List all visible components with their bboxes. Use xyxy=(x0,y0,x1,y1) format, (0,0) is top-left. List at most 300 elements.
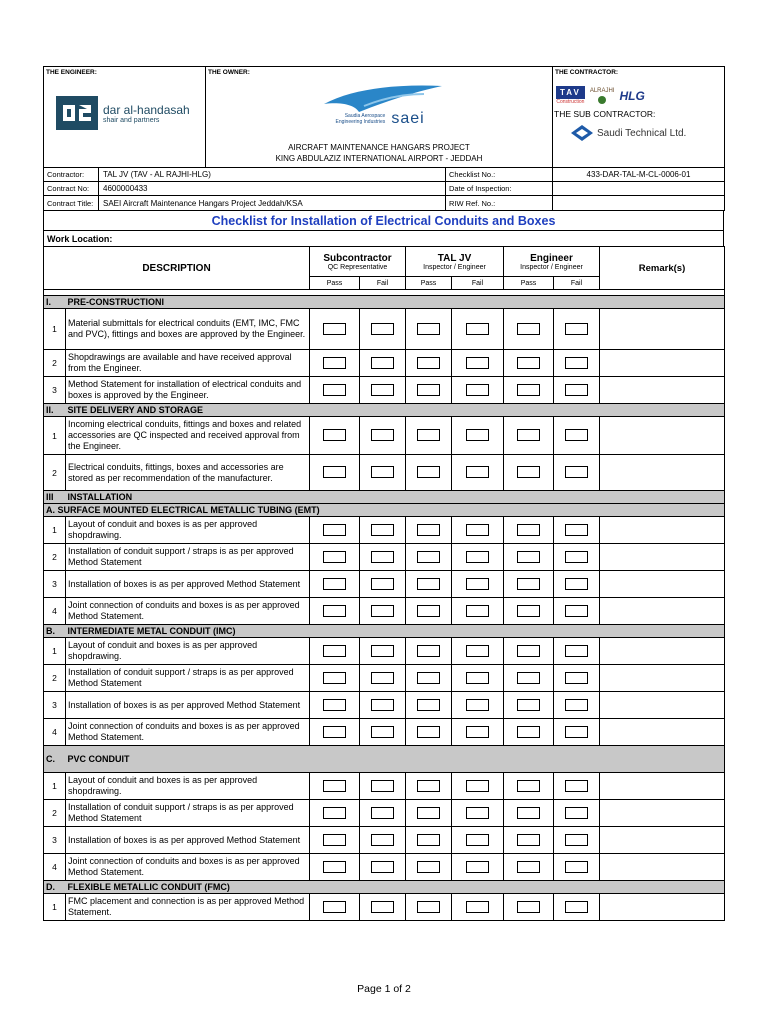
item-description-cell xyxy=(66,692,310,719)
taljv-pass-checkbox[interactable] xyxy=(417,466,440,478)
table-row xyxy=(44,773,725,800)
taljv-fail-cell xyxy=(452,571,504,598)
sub-fail-cell xyxy=(360,517,406,544)
sub-pass-cell xyxy=(310,377,360,404)
taljv-fail-cell xyxy=(452,665,504,692)
eng-pass-cell xyxy=(504,417,554,455)
sub-pass-checkbox[interactable] xyxy=(323,357,346,369)
sub-pass-cell xyxy=(310,350,360,377)
eng-fail-cell xyxy=(554,773,600,800)
section-site-delivery xyxy=(44,404,725,417)
taljv-fail-cell xyxy=(452,544,504,571)
eng-fail-cell xyxy=(554,309,600,350)
sub-fail-checkbox[interactable] xyxy=(371,726,394,738)
remarks-cell[interactable] xyxy=(600,598,725,625)
work-location-field[interactable]: Work Location: xyxy=(44,231,724,247)
sub-pass-checkbox[interactable] xyxy=(323,384,346,396)
eng-fail-checkbox[interactable] xyxy=(565,726,588,738)
sub-pass-checkbox[interactable] xyxy=(323,466,346,478)
dar-logo-name: dar al-handasah xyxy=(103,102,190,117)
sub-fail-checkbox[interactable] xyxy=(371,384,394,396)
taljv-fail-checkbox[interactable] xyxy=(466,605,489,617)
riw-ref-field[interactable] xyxy=(553,196,725,211)
sub-fail-checkbox[interactable] xyxy=(371,780,394,792)
item-description: Installation of boxes is as per approved Method Statement xyxy=(68,578,301,589)
riw-ref-label: RIW Ref. No.: xyxy=(446,196,553,211)
sub-pass-checkbox[interactable] xyxy=(323,645,346,657)
sub-fail-cell xyxy=(360,827,406,854)
remarks-cell[interactable] xyxy=(600,719,725,746)
sub-fail-cell xyxy=(360,377,406,404)
date-of-inspection-label: Date of Inspection: xyxy=(446,182,553,196)
engineer-title: Engineer xyxy=(530,252,573,264)
contract-title-value: SAEI Aircraft Maintenance Hangars Project Jeddah/KSA xyxy=(99,196,446,211)
checklist-title: Checklist for Installation of Electrical Conduits and Boxes xyxy=(44,211,724,231)
eng-fail-cell xyxy=(554,638,600,665)
checklist-no-label: Checklist No.: xyxy=(446,168,553,182)
item-number: 4 xyxy=(44,854,66,881)
item-description-cell xyxy=(66,417,310,455)
section-title: PVC CONDUIT xyxy=(66,746,725,773)
item-number: 4 xyxy=(44,598,66,625)
taljv-pass-checkbox[interactable] xyxy=(417,726,440,738)
taljv-pass-checkbox[interactable] xyxy=(417,605,440,617)
taljv-pass-checkbox[interactable] xyxy=(417,861,440,873)
taljv-pass-checkbox[interactable] xyxy=(417,578,440,590)
eng-fail-checkbox[interactable] xyxy=(565,699,588,711)
eng-pass-checkbox[interactable] xyxy=(517,780,540,792)
taljv-pass-cell xyxy=(406,827,452,854)
sub-pass-checkbox[interactable] xyxy=(323,807,346,819)
eng-fail-checkbox[interactable] xyxy=(565,605,588,617)
item-description-cell xyxy=(66,894,310,921)
remarks-cell[interactable] xyxy=(600,517,725,544)
eng-fail-checkbox[interactable] xyxy=(565,524,588,536)
dar-logo-sub: shair and partners xyxy=(103,116,160,124)
remarks-cell[interactable] xyxy=(600,800,725,827)
sub-fail-checkbox[interactable] xyxy=(371,645,394,657)
eng-fail-checkbox[interactable] xyxy=(565,578,588,590)
taljv-fail-checkbox[interactable] xyxy=(466,524,489,536)
taljv-fail-cell xyxy=(452,350,504,377)
taljv-pass-cell xyxy=(406,638,452,665)
eng-fail-header: Fail xyxy=(554,277,600,290)
eng-fail-cell xyxy=(554,692,600,719)
remarks-cell[interactable] xyxy=(600,544,725,571)
section-number: B. xyxy=(44,625,66,638)
taljv-pass-cell xyxy=(406,800,452,827)
item-description: Joint connection of conduits and boxes is as per approved Method Statement. xyxy=(68,721,300,742)
table-row xyxy=(44,598,725,625)
eng-fail-checkbox[interactable] xyxy=(565,861,588,873)
eng-fail-cell xyxy=(554,417,600,455)
contractor-logos xyxy=(553,78,724,107)
eng-fail-cell xyxy=(554,719,600,746)
sub-pass-cell xyxy=(310,800,360,827)
eng-pass-checkbox[interactable] xyxy=(517,466,540,478)
item-description: Method Statement for installation of electrical conduits and boxes is approved by the Engineer. xyxy=(68,379,302,400)
date-of-inspection-field[interactable] xyxy=(553,182,725,196)
eng-fail-checkbox[interactable] xyxy=(565,834,588,846)
table-row xyxy=(44,665,725,692)
sub-fail-checkbox[interactable] xyxy=(371,429,394,441)
sub-pass-checkbox[interactable] xyxy=(323,672,346,684)
eng-fail-cell xyxy=(554,800,600,827)
sub-pass-checkbox[interactable] xyxy=(323,780,346,792)
sub-fail-cell xyxy=(360,800,406,827)
subcontractor-label: THE SUB CONTRACTOR: xyxy=(554,109,656,119)
remarks-cell[interactable] xyxy=(600,773,725,800)
taljv-pass-checkbox[interactable] xyxy=(417,901,440,913)
eng-pass-cell xyxy=(504,894,554,921)
sub-pass-header: Pass xyxy=(310,277,360,290)
eng-pass-checkbox[interactable] xyxy=(517,901,540,913)
sub-fail-checkbox[interactable] xyxy=(371,807,394,819)
checklist-no-value: 433-DAR-TAL-M-CL-0006-01 xyxy=(553,168,725,182)
sub-fail-checkbox[interactable] xyxy=(371,551,394,563)
section-title: FLEXIBLE METALLIC CONDUIT (FMC) xyxy=(66,881,725,894)
section-number: D. xyxy=(44,881,66,894)
section-installation xyxy=(44,491,725,504)
item-description-cell xyxy=(66,455,310,491)
eng-fail-cell xyxy=(554,571,600,598)
taljv-fail-checkbox[interactable] xyxy=(466,551,489,563)
stl-logo-text: Saudi Technical Ltd. xyxy=(597,127,687,139)
taljv-fail-checkbox[interactable] xyxy=(466,699,489,711)
item-description-cell xyxy=(66,350,310,377)
taljv-pass-checkbox[interactable] xyxy=(417,323,440,335)
contractor-cell xyxy=(553,67,725,168)
sub-pass-cell xyxy=(310,517,360,544)
sub-fail-cell xyxy=(360,638,406,665)
taljv-fail-checkbox[interactable] xyxy=(466,578,489,590)
eng-fail-checkbox[interactable] xyxy=(565,807,588,819)
eng-pass-header: Pass xyxy=(504,277,554,290)
sub-pass-checkbox[interactable] xyxy=(323,901,346,913)
item-description: Material submittals for electrical conduits (EMT, IMC, FMC and PVC), fittings and boxes are approved by the Engineer. xyxy=(68,318,306,339)
eng-pass-cell xyxy=(504,827,554,854)
sub-pass-cell xyxy=(310,894,360,921)
sub-fail-cell xyxy=(360,894,406,921)
alrajhi-logo-text: ALRAJHI xyxy=(589,87,615,94)
sub-fail-cell xyxy=(360,417,406,455)
sub-pass-checkbox[interactable] xyxy=(323,726,346,738)
taljv-fail-checkbox[interactable] xyxy=(466,780,489,792)
project-line-1: AIRCRAFT MAINTENANCE HANGARS PROJECT xyxy=(288,143,470,152)
sub-fail-header: Fail xyxy=(360,277,406,290)
taljv-pass-checkbox[interactable] xyxy=(417,357,440,369)
eng-pass-checkbox[interactable] xyxy=(517,834,540,846)
owner-label: THE OWNER: xyxy=(208,69,250,76)
sub-pass-checkbox[interactable] xyxy=(323,323,346,335)
item-description-cell xyxy=(66,719,310,746)
eng-fail-checkbox[interactable] xyxy=(565,384,588,396)
taljv-fail-checkbox[interactable] xyxy=(466,834,489,846)
sub-pass-checkbox[interactable] xyxy=(323,524,346,536)
table-row xyxy=(44,638,725,665)
taljv-pass-checkbox[interactable] xyxy=(417,645,440,657)
sub-fail-cell xyxy=(360,309,406,350)
taljv-fail-checkbox[interactable] xyxy=(466,901,489,913)
saei-tagline: Saudia Aerospace Engineering Industries xyxy=(335,113,386,125)
item-description-cell xyxy=(66,854,310,881)
taljv-fail-checkbox[interactable] xyxy=(466,429,489,441)
item-description-cell xyxy=(66,598,310,625)
table-row xyxy=(44,854,725,881)
subsection-fmc xyxy=(44,881,725,894)
eng-fail-checkbox[interactable] xyxy=(565,672,588,684)
dar-logo xyxy=(56,96,205,130)
taljv-title: TAL JV xyxy=(437,252,472,264)
remarks-cell[interactable] xyxy=(600,665,725,692)
engineer-cell xyxy=(44,67,206,168)
taljv-pass-checkbox[interactable] xyxy=(417,384,440,396)
taljv-pass-header: Pass xyxy=(406,277,452,290)
taljv-header xyxy=(406,247,504,277)
sub-fail-checkbox[interactable] xyxy=(371,834,394,846)
stl-emblem-icon xyxy=(571,125,593,141)
contractor-label: THE CONTRACTOR: xyxy=(555,69,619,76)
item-number: 1 xyxy=(44,773,66,800)
eng-fail-checkbox[interactable] xyxy=(565,780,588,792)
section-number: I. xyxy=(44,296,66,309)
table-row xyxy=(44,417,725,455)
eng-pass-checkbox[interactable] xyxy=(517,861,540,873)
sub-pass-checkbox[interactable] xyxy=(323,429,346,441)
item-number: 3 xyxy=(44,827,66,854)
sub-pass-cell xyxy=(310,692,360,719)
taljv-fail-cell xyxy=(452,894,504,921)
section-number: III xyxy=(44,491,66,504)
eng-pass-cell xyxy=(504,455,554,491)
eng-fail-cell xyxy=(554,854,600,881)
eng-fail-cell xyxy=(554,665,600,692)
item-number: 3 xyxy=(44,692,66,719)
eng-pass-cell xyxy=(504,544,554,571)
taljv-fail-checkbox[interactable] xyxy=(466,384,489,396)
section-title: SITE DELIVERY AND STORAGE xyxy=(66,404,725,417)
eng-pass-cell xyxy=(504,854,554,881)
sub-pass-checkbox[interactable] xyxy=(323,605,346,617)
sub-pass-cell xyxy=(310,417,360,455)
taljv-pass-cell xyxy=(406,377,452,404)
dar-logo-mark-icon xyxy=(56,96,98,130)
checklist-sheet xyxy=(43,66,724,921)
sub-fail-cell xyxy=(360,854,406,881)
eng-pass-checkbox[interactable] xyxy=(517,524,540,536)
contract-title-label: Contract Title: xyxy=(44,196,99,211)
eng-pass-checkbox[interactable] xyxy=(517,578,540,590)
eng-pass-checkbox[interactable] xyxy=(517,645,540,657)
sub-fail-checkbox[interactable] xyxy=(371,524,394,536)
sub-fail-checkbox[interactable] xyxy=(371,672,394,684)
taljv-fail-checkbox[interactable] xyxy=(466,672,489,684)
remarks-cell[interactable] xyxy=(600,309,725,350)
sub-pass-checkbox[interactable] xyxy=(323,551,346,563)
item-description-cell xyxy=(66,773,310,800)
taljv-pass-checkbox[interactable] xyxy=(417,524,440,536)
item-description: Shopdrawings are available and have received approval from the Engineer. xyxy=(68,352,292,373)
taljv-fail-checkbox[interactable] xyxy=(466,645,489,657)
item-description: Installation of conduit support / straps is as per approved Method Statement xyxy=(68,546,294,567)
item-description: Layout of conduit and boxes is as per approved shopdrawing. xyxy=(68,640,258,661)
taljv-pass-checkbox[interactable] xyxy=(417,834,440,846)
sub-pass-cell xyxy=(310,544,360,571)
item-number: 1 xyxy=(44,417,66,455)
eng-pass-cell xyxy=(504,309,554,350)
alrajhi-emblem-icon xyxy=(598,96,606,104)
eng-pass-checkbox[interactable] xyxy=(517,384,540,396)
taljv-pass-cell xyxy=(406,350,452,377)
remarks-cell[interactable] xyxy=(600,350,725,377)
sub-fail-checkbox[interactable] xyxy=(371,861,394,873)
item-description: Installation of conduit support / straps is as per approved Method Statement xyxy=(68,667,294,688)
remarks-cell[interactable] xyxy=(600,692,725,719)
remarks-cell[interactable] xyxy=(600,417,725,455)
table-row xyxy=(44,894,725,921)
sub-fail-checkbox[interactable] xyxy=(371,605,394,617)
sub-fail-checkbox[interactable] xyxy=(371,466,394,478)
eng-fail-cell xyxy=(554,455,600,491)
sub-pass-checkbox[interactable] xyxy=(323,699,346,711)
taljv-fail-checkbox[interactable] xyxy=(466,466,489,478)
eng-fail-checkbox[interactable] xyxy=(565,323,588,335)
sub-pass-checkbox[interactable] xyxy=(323,834,346,846)
table-row xyxy=(44,800,725,827)
eng-fail-checkbox[interactable] xyxy=(565,901,588,913)
item-number: 2 xyxy=(44,350,66,377)
taljv-fail-checkbox[interactable] xyxy=(466,861,489,873)
taljv-pass-checkbox[interactable] xyxy=(417,551,440,563)
stl-logo xyxy=(553,119,724,141)
eng-fail-checkbox[interactable] xyxy=(565,551,588,563)
header-table xyxy=(43,66,725,168)
item-description: Layout of conduit and boxes is as per approved shopdrawing. xyxy=(68,775,258,796)
taljv-fail-cell xyxy=(452,854,504,881)
sub-fail-cell xyxy=(360,665,406,692)
item-description: Joint connection of conduits and boxes is as per approved Method Statement. xyxy=(68,600,300,621)
sub-fail-checkbox[interactable] xyxy=(371,699,394,711)
eng-fail-checkbox[interactable] xyxy=(565,645,588,657)
item-number: 2 xyxy=(44,800,66,827)
taljv-pass-cell xyxy=(406,455,452,491)
eng-pass-checkbox[interactable] xyxy=(517,807,540,819)
eng-pass-checkbox[interactable] xyxy=(517,357,540,369)
section-title: A. SURFACE MOUNTED ELECTRICAL METALLIC TUBING (EMT) xyxy=(44,504,725,517)
taljv-fail-cell xyxy=(452,800,504,827)
sub-fail-checkbox[interactable] xyxy=(371,578,394,590)
eng-fail-checkbox[interactable] xyxy=(565,357,588,369)
taljv-fail-checkbox[interactable] xyxy=(466,807,489,819)
table-row xyxy=(44,692,725,719)
sub-pass-cell xyxy=(310,827,360,854)
eng-pass-checkbox[interactable] xyxy=(517,699,540,711)
remarks-cell[interactable] xyxy=(600,894,725,921)
taljv-fail-checkbox[interactable] xyxy=(466,726,489,738)
taljv-pass-cell xyxy=(406,417,452,455)
eng-pass-cell xyxy=(504,517,554,544)
description-header: DESCRIPTION xyxy=(44,247,310,290)
eng-pass-cell xyxy=(504,773,554,800)
taljv-pass-checkbox[interactable] xyxy=(417,780,440,792)
sub-pass-checkbox[interactable] xyxy=(323,578,346,590)
section-pre-construction xyxy=(44,296,725,309)
taljv-pass-checkbox[interactable] xyxy=(417,807,440,819)
subsection-imc xyxy=(44,625,725,638)
sub-fail-cell xyxy=(360,571,406,598)
subcontractor-role: QC Representative xyxy=(327,263,388,271)
sub-fail-cell xyxy=(360,719,406,746)
eng-fail-cell xyxy=(554,350,600,377)
taljv-fail-header: Fail xyxy=(452,277,504,290)
checklist-body xyxy=(44,296,725,921)
remarks-cell[interactable] xyxy=(600,827,725,854)
taljv-fail-cell xyxy=(452,638,504,665)
item-number: 1 xyxy=(44,894,66,921)
table-row xyxy=(44,377,725,404)
sub-pass-cell xyxy=(310,638,360,665)
taljv-pass-cell xyxy=(406,517,452,544)
sub-pass-cell xyxy=(310,719,360,746)
table-row xyxy=(44,719,725,746)
remarks-cell[interactable] xyxy=(600,455,725,491)
taljv-pass-checkbox[interactable] xyxy=(417,699,440,711)
item-description-cell xyxy=(66,638,310,665)
taljv-pass-cell xyxy=(406,854,452,881)
remarks-cell[interactable] xyxy=(600,571,725,598)
eng-pass-cell xyxy=(504,665,554,692)
project-line-2: KING ABDULAZIZ INTERNATIONAL AIRPORT - JEDDAH xyxy=(275,154,483,163)
eng-pass-checkbox[interactable] xyxy=(517,429,540,441)
sub-fail-checkbox[interactable] xyxy=(371,901,394,913)
sub-fail-checkbox[interactable] xyxy=(371,357,394,369)
taljv-pass-cell xyxy=(406,894,452,921)
sub-fail-checkbox[interactable] xyxy=(371,323,394,335)
sub-pass-checkbox[interactable] xyxy=(323,861,346,873)
taljv-pass-checkbox[interactable] xyxy=(417,429,440,441)
item-description: Installation of boxes is as per approved Method Statement xyxy=(68,834,301,845)
eng-pass-checkbox[interactable] xyxy=(517,726,540,738)
eng-pass-checkbox[interactable] xyxy=(517,323,540,335)
taljv-pass-checkbox[interactable] xyxy=(417,672,440,684)
sub-pass-cell xyxy=(310,455,360,491)
eng-pass-checkbox[interactable] xyxy=(517,551,540,563)
title-table xyxy=(43,210,724,247)
sub-fail-cell xyxy=(360,455,406,491)
eng-pass-checkbox[interactable] xyxy=(517,605,540,617)
item-description: Joint connection of conduits and boxes is as per approved Method Statement. xyxy=(68,856,300,877)
eng-pass-cell xyxy=(504,377,554,404)
item-description-cell xyxy=(66,571,310,598)
taljv-fail-checkbox[interactable] xyxy=(466,323,489,335)
eng-fail-checkbox[interactable] xyxy=(565,466,588,478)
taljv-pass-cell xyxy=(406,309,452,350)
info-table xyxy=(43,167,725,211)
item-number: 2 xyxy=(44,455,66,491)
eng-pass-cell xyxy=(504,571,554,598)
taljv-fail-checkbox[interactable] xyxy=(466,357,489,369)
remarks-cell[interactable] xyxy=(600,638,725,665)
tav-sub: Construction xyxy=(556,99,585,105)
eng-fail-checkbox[interactable] xyxy=(565,429,588,441)
remarks-cell[interactable] xyxy=(600,377,725,404)
table-row xyxy=(44,350,725,377)
sub-fail-cell xyxy=(360,692,406,719)
eng-pass-checkbox[interactable] xyxy=(517,672,540,684)
remarks-cell[interactable] xyxy=(600,854,725,881)
item-number: 3 xyxy=(44,571,66,598)
section-title: PRE-CONSTRUCTIONI xyxy=(66,296,725,309)
